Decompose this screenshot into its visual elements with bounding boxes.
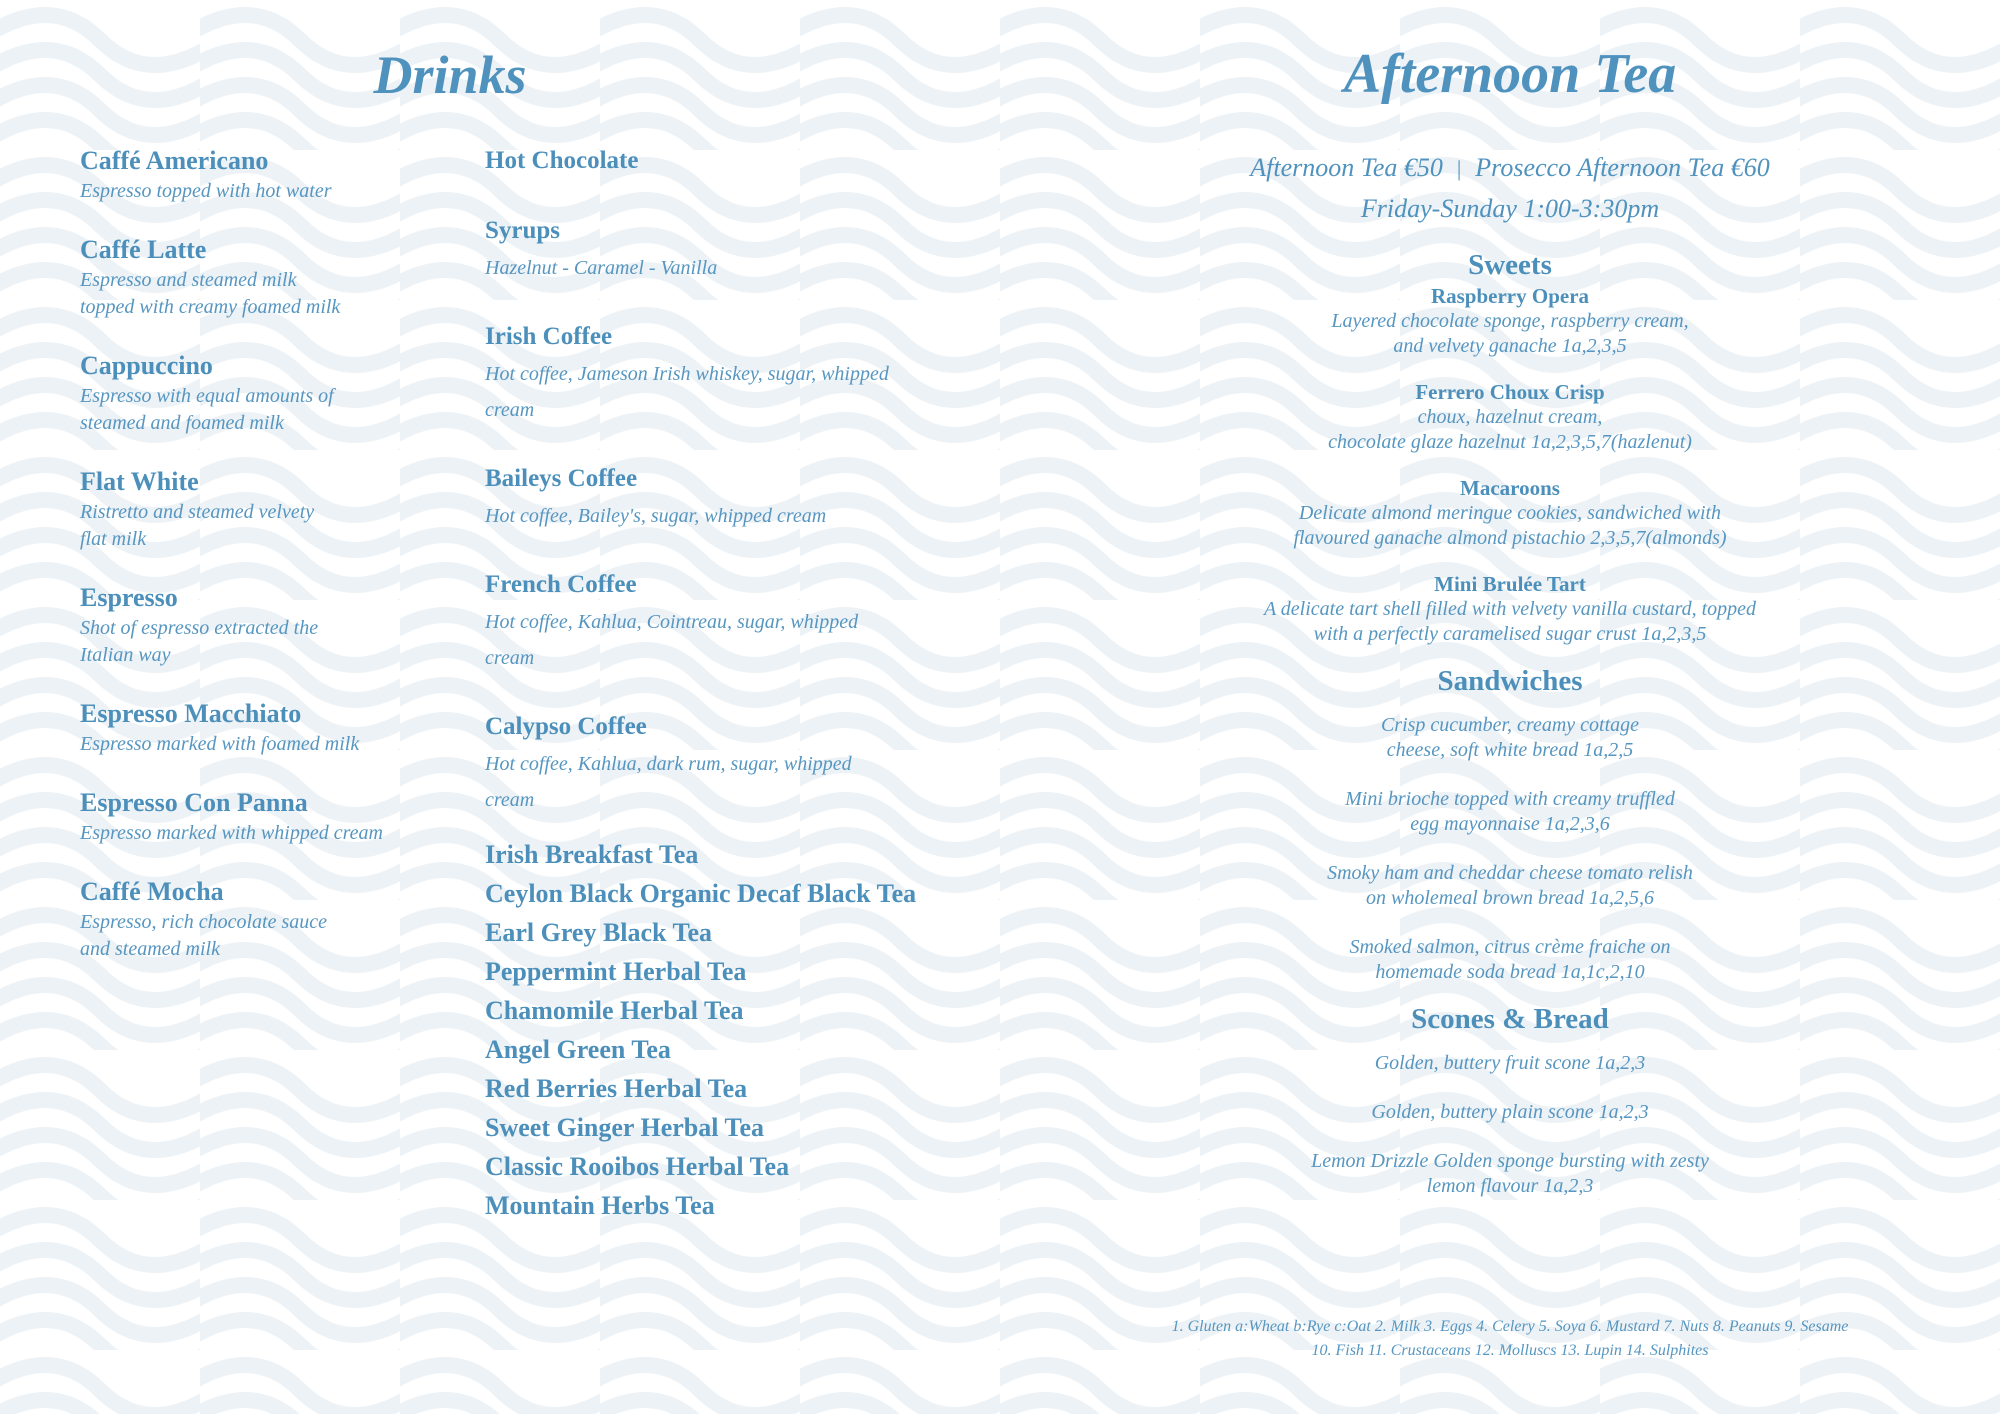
item-description: Italian way: [80, 644, 171, 666]
item-name: Espresso Con Panna: [80, 788, 308, 817]
menu-item: [1160, 283, 1860, 359]
afternoon-tea-price: Afternoon Tea €50: [1250, 153, 1443, 182]
tea-item: Sweet Ginger Herbal Tea: [485, 1113, 765, 1142]
item-name: Mini Brulée Tart: [1434, 572, 1586, 596]
item-description: with a perfectly caramelised sugar crust 1a,2,3,5: [1313, 623, 1707, 645]
menu-item: [485, 568, 955, 674]
menu-item: [80, 786, 440, 847]
scone-item-line: Golden, buttery plain scone 1a,2,3: [1371, 1101, 1649, 1123]
menu-item: [80, 144, 440, 205]
menu-item: [80, 697, 440, 758]
tea-item: Red Berries Herbal Tea: [485, 1074, 748, 1103]
tea-item: Mountain Herbs Tea: [485, 1191, 715, 1220]
item-description: cream: [485, 647, 535, 669]
item-description: chocolate glaze hazelnut 1a,2,3,5,7(hazlenut): [1328, 431, 1692, 453]
item-description: choux, hazelnut cream,: [1417, 406, 1603, 428]
item-description: Espresso, rich chocolate sauce: [80, 911, 327, 933]
item-description: A delicate tart shell filled with velvety vanilla custard, topped: [1263, 598, 1757, 620]
item-name: Raspberry Opera: [1430, 284, 1590, 308]
menu-item: [1160, 571, 1860, 647]
item-description: steamed and foamed milk: [80, 412, 284, 434]
item-description: Espresso and steamed milk: [80, 269, 297, 291]
scone-item: [1160, 1149, 1860, 1199]
item-description: cream: [485, 789, 535, 811]
sandwich-item: [1160, 861, 1860, 911]
menu-item: [485, 320, 955, 426]
item-description: topped with creamy foamed milk: [80, 296, 341, 318]
item-name: Macaroons: [1460, 476, 1560, 500]
scones-title: Scones & Bread: [1411, 1003, 1609, 1035]
price-separator: |: [1456, 156, 1462, 181]
item-description: Ristretto and steamed velvety: [80, 501, 315, 523]
sandwich-item-line: homemade soda bread 1a,1c,2,10: [1375, 961, 1645, 983]
menu-item: [485, 144, 955, 178]
item-name: Espresso: [80, 583, 178, 612]
tea-item: Ceylon Black Organic Decaf Black Tea: [485, 879, 917, 908]
item-name: Espresso Macchiato: [80, 699, 302, 728]
menu-item: [1160, 475, 1860, 551]
item-name: Baileys Coffee: [485, 465, 638, 492]
item-name: Calypso Coffee: [485, 713, 647, 740]
menu-item: [80, 233, 440, 321]
sandwich-item-line: egg mayonnaise 1a,2,3,6: [1410, 813, 1610, 835]
item-name: Hot Chocolate: [485, 147, 639, 174]
tea-item: Peppermint Herbal Tea: [485, 957, 747, 986]
item-description: Espresso topped with hot water: [80, 180, 332, 202]
menu-item: [485, 462, 955, 532]
item-description: flavoured ganache almond pistachio 2,3,5,7(almonds): [1293, 527, 1727, 549]
sandwich-item: [1160, 787, 1860, 837]
menu-item: [80, 349, 440, 437]
item-name: Ferrero Choux Crisp: [1415, 380, 1605, 404]
allergen-line: 10. Fish 11. Crustaceans 12. Molluscs 13. Lupin 14. Sulphites: [1311, 1342, 1709, 1359]
menu-item: [80, 465, 440, 553]
item-name: French Coffee: [485, 571, 637, 598]
tea-item: Classic Rooibos Herbal Tea: [485, 1152, 790, 1181]
tea-item: Irish Breakfast Tea: [485, 840, 699, 869]
scone-item-line: Lemon Drizzle Golden sponge bursting with zesty: [1311, 1150, 1709, 1172]
scones-list: [1160, 1051, 1860, 1199]
scone-item-line: lemon flavour 1a,2,3: [1426, 1175, 1594, 1197]
item-description: Hot coffee, Kahlua, dark rum, sugar, whipped: [485, 753, 852, 775]
tea-item: Earl Grey Black Tea: [485, 918, 713, 947]
price-line: [1160, 148, 1860, 189]
sandwich-item-line: Smoked salmon, citrus crème fraiche on: [1349, 936, 1671, 958]
sandwich-item: [1160, 935, 1860, 985]
item-description: Hot coffee, Jameson Irish whiskey, sugar, whipped: [485, 363, 889, 385]
drinks-column-2: [485, 144, 955, 852]
sandwich-item-line: Smoky ham and cheddar cheese tomato relish: [1327, 862, 1693, 884]
item-description: Delicate almond meringue cookies, sandwiched with: [1298, 502, 1722, 524]
menu-item: [80, 581, 440, 669]
item-name: Cappuccino: [80, 351, 213, 380]
item-description: Espresso marked with foamed milk: [80, 733, 360, 755]
opening-hours: Friday-Sunday 1:00-3:30pm: [1360, 194, 1660, 223]
sweets-title: Sweets: [1468, 249, 1552, 281]
sandwich-item: [1160, 713, 1860, 763]
item-description: Hot coffee, Bailey's, sugar, whipped cream: [485, 505, 827, 527]
sweets-list: [1160, 283, 1860, 647]
afternoon-tea-section: [1160, 40, 1860, 1223]
sandwich-item-line: cheese, soft white bread 1a,2,5: [1386, 739, 1634, 761]
scone-item-line: Golden, buttery fruit scone 1a,2,3: [1374, 1052, 1646, 1074]
menu-item: [485, 710, 955, 816]
item-description: and velvety ganache 1a,2,3,5: [1393, 335, 1627, 357]
item-description: cream: [485, 399, 535, 421]
allergen-line: 1. Gluten a:Wheat b:Rye c:Oat 2. Milk 3. Eggs 4. Celery 5. Soya 6. Mustard 7. Nuts 8. Peanuts 9. Sesame: [1171, 1318, 1849, 1335]
item-description: flat milk: [80, 528, 147, 550]
menu-item: [1160, 379, 1860, 455]
drinks-title: Drinks: [373, 45, 527, 105]
prosecco-afternoon-tea-price: Prosecco Afternoon Tea €60: [1475, 153, 1770, 182]
scone-item: [1160, 1100, 1860, 1125]
sandwich-item-line: Mini brioche topped with creamy truffled: [1345, 788, 1675, 810]
drinks-column-1: [80, 144, 440, 991]
item-name: Syrups: [485, 217, 561, 244]
tea-item: Chamomile Herbal Tea: [485, 996, 744, 1025]
menu-item: [80, 875, 440, 963]
item-name: Caffé Mocha: [80, 877, 224, 906]
item-name: Caffé Latte: [80, 235, 207, 264]
item-description: Espresso marked with whipped cream: [80, 822, 383, 844]
item-description: and steamed milk: [80, 938, 220, 960]
sandwich-item-line: on wholemeal brown bread 1a,2,5,6: [1366, 887, 1654, 909]
item-description: Layered chocolate sponge, raspberry cream,: [1331, 310, 1689, 332]
sandwich-item-line: Crisp cucumber, creamy cottage: [1380, 714, 1640, 736]
scone-item: [1160, 1051, 1860, 1076]
menu-item: [485, 214, 955, 284]
tea-item: Angel Green Tea: [485, 1035, 671, 1064]
sandwiches-title: Sandwiches: [1437, 665, 1583, 697]
item-description: Espresso with equal amounts of: [80, 385, 334, 407]
item-description: Hot coffee, Kahlua, Cointreau, sugar, whipped: [485, 611, 859, 633]
afternoon-tea-title: Afternoon Tea: [1343, 43, 1677, 105]
tea-list: [485, 835, 945, 1225]
item-description: Hazelnut - Caramel - Vanilla: [485, 257, 718, 279]
sandwiches-list: [1160, 713, 1860, 985]
item-name: Caffé Americano: [80, 146, 269, 175]
allergen-key: [1110, 1315, 1910, 1363]
item-name: Irish Coffee: [485, 323, 613, 350]
item-description: Shot of espresso extracted the: [80, 617, 319, 639]
item-name: Flat White: [80, 467, 199, 496]
